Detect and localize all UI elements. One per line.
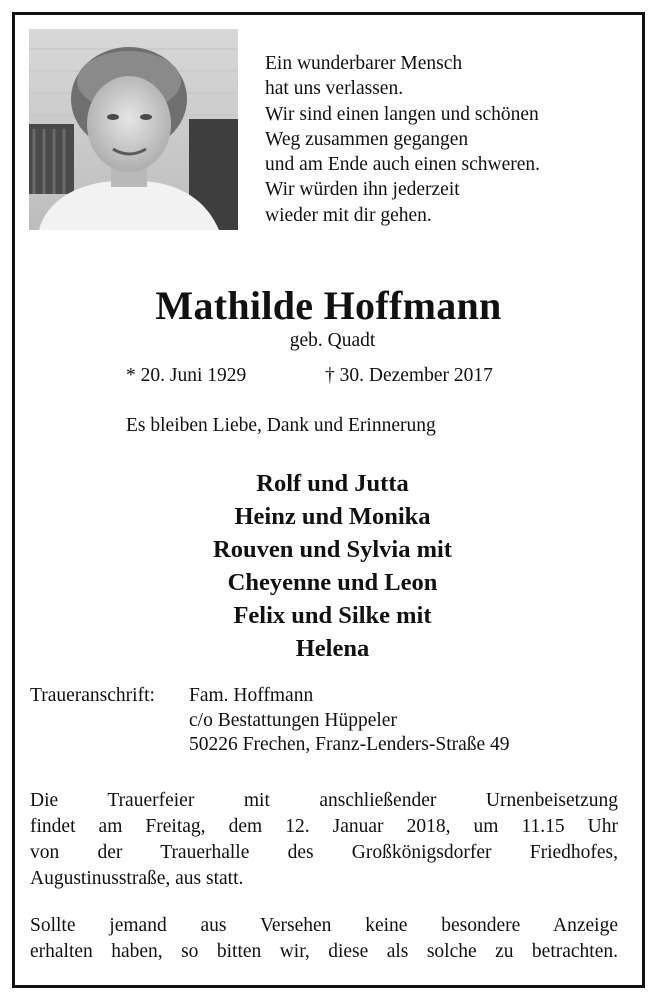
notice-line: Sollte jemand aus Versehen keine besondere Anzeige	[30, 915, 618, 936]
notice-line: erhalten haben, so bitten wir, diese als solche zu betrachten.	[30, 941, 618, 962]
poem-line: Weg zusammen gegangen	[265, 128, 469, 150]
ceremony-line: von der Trauerhalle des Großkönigsdorfer Friedhofes,	[30, 842, 618, 863]
notice-paragraph	[30, 913, 618, 965]
portrait-image	[29, 29, 238, 230]
mourner: Helena	[295, 635, 370, 662]
poem	[265, 51, 540, 228]
ceremony-line: Die Trauerfeier mit anschließender Urnenbeisetzung	[30, 790, 618, 811]
poem-line: Ein wunderbarer Mensch	[265, 53, 463, 74]
remembrance-line: Es bleiben Liebe, Dank und Erinnerung	[126, 415, 436, 436]
poem-line: Wir würden ihn jederzeit	[265, 179, 460, 201]
address-line: Fam. Hoffmann	[189, 685, 314, 706]
mourner: Rouven und Sylvia mit	[213, 536, 452, 563]
mourner: Cheyenne und Leon	[227, 569, 438, 596]
poem-line: Wir sind einen langen und schönen	[265, 103, 539, 125]
portrait-photo	[29, 29, 238, 230]
mourner: Rolf und Jutta	[256, 470, 409, 497]
mourner: Heinz und Monika	[234, 503, 431, 530]
poem-line: wieder mit dir gehen.	[265, 204, 432, 226]
poem-line: hat uns verlassen.	[265, 78, 404, 100]
address-line: 50226 Frechen, Franz-Lenders-Straße 49	[189, 734, 510, 755]
death-date: † 30. Dezember 2017	[325, 365, 493, 386]
birth-name: geb. Quadt	[289, 330, 376, 351]
mourners-list	[0, 467, 657, 665]
address-label: Traueranschrift:	[30, 685, 155, 706]
ceremony-line: findet am Freitag, dem 12. Januar 2018, um 11.15 Uhr	[30, 816, 618, 837]
mourning-address	[189, 684, 510, 758]
ceremony-paragraph	[30, 788, 618, 892]
mourner: Felix und Silke mit	[233, 602, 432, 629]
birth-date: * 20. Juni 1929	[126, 365, 247, 386]
address-line: c/o Bestattungen Hüppeler	[189, 709, 397, 731]
poem-line: und am Ende auch einen schweren.	[265, 154, 541, 176]
ceremony-line: Augustinusstraße, aus statt.	[30, 868, 244, 889]
deceased-name: Mathilde Hoffmann	[155, 283, 502, 328]
